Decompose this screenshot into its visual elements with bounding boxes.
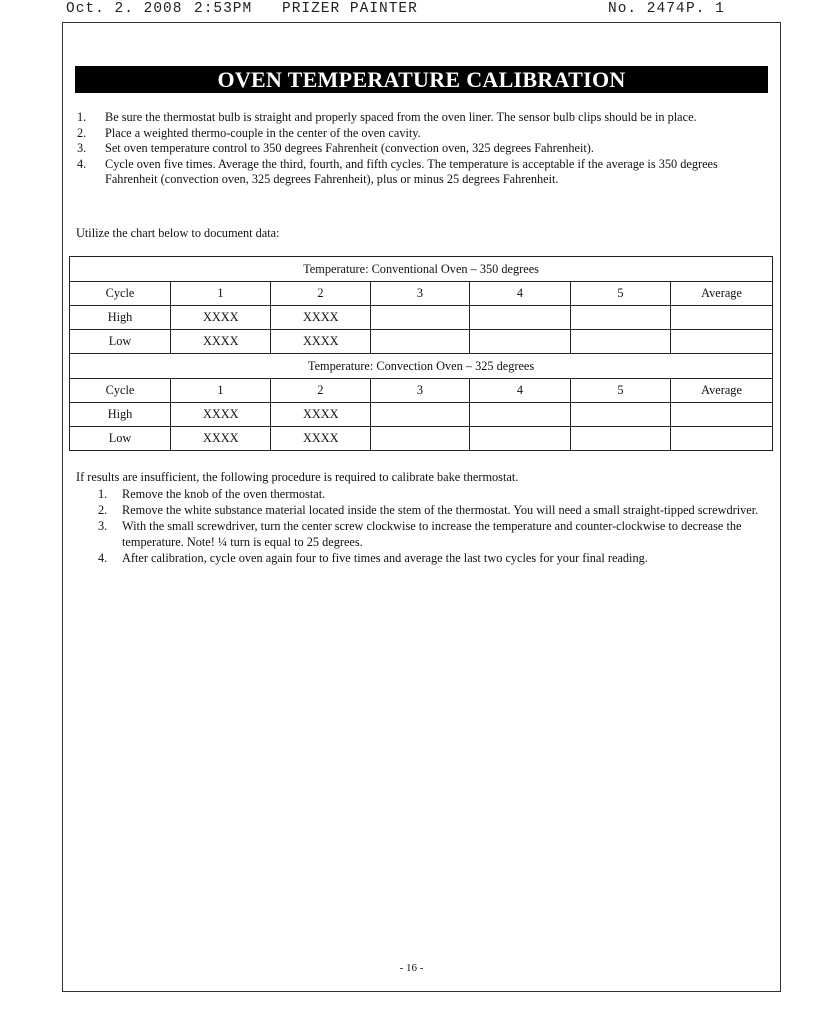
column-header: 5: [571, 282, 671, 306]
fax-number: No. 2474: [608, 1, 686, 17]
step-number: 2.: [77, 125, 87, 140]
step-number: 1.: [98, 487, 108, 501]
step-text: Set oven temperature control to 350 degrees Fahrenheit (convection oven, 325 degrees Fahrenheit).: [105, 141, 594, 155]
step-number: 1.: [77, 110, 87, 124]
calibration-procedure: [98, 486, 770, 566]
insufficient-note: If results are insufficient, the following procedure is required to calibrate bake thermostat.: [76, 470, 519, 484]
column-header: 1: [171, 282, 271, 306]
conventional-oven-header: Temperature: Conventional Oven – 350 degrees: [70, 257, 773, 282]
step-text: With the small screwdriver, turn the center screw clockwise to increase the temperature and counter-clockwise to decrease the temperature. Note! ¼ turn is equal to 25 degrees.: [122, 519, 742, 549]
page-title: OVEN TEMPERATURE CALIBRATION: [75, 66, 768, 93]
step-text: Remove the white substance material located inside the stem of the thermostat. You will need a small straight-tipped screwdriver.: [122, 503, 759, 517]
table-cell[interactable]: [470, 330, 571, 354]
column-header: 3: [371, 379, 470, 403]
step-text: After calibration, cycle oven again four to five times and average the last two cycles for your final reading.: [122, 551, 648, 565]
table-cell[interactable]: [571, 330, 671, 354]
column-header: Cycle: [70, 282, 171, 306]
table-row: [70, 403, 773, 427]
list-item: [98, 502, 770, 518]
chart-instruction: Utilize the chart below to document data:: [76, 226, 280, 240]
table-cell[interactable]: [470, 427, 571, 451]
step-number: 4.: [98, 551, 108, 565]
column-header: 2: [271, 379, 371, 403]
list-item: [77, 126, 769, 142]
table-cell[interactable]: XXXX: [171, 306, 271, 330]
table-cell[interactable]: [371, 403, 470, 427]
step-text: Place a weighted thermo-couple in the center of the oven cavity.: [105, 125, 421, 140]
table-row: [70, 427, 773, 451]
step-number: 3.: [77, 141, 87, 155]
table-cell[interactable]: [371, 330, 470, 354]
convection-oven-header: Temperature: Convection Oven – 325 degrees: [70, 354, 773, 379]
list-item: [98, 486, 770, 502]
table-cell[interactable]: [470, 306, 571, 330]
table-cell[interactable]: [671, 306, 773, 330]
table-cell[interactable]: [371, 306, 470, 330]
row-label: Low: [70, 427, 171, 451]
step-number: 3.: [98, 519, 108, 533]
column-header: Average: [671, 282, 773, 306]
table-row: [70, 257, 773, 282]
list-item: [98, 518, 770, 550]
page-number: - 16 -: [399, 962, 424, 974]
table-cell[interactable]: XXXX: [271, 427, 371, 451]
table-cell[interactable]: XXXX: [171, 403, 271, 427]
table-cell[interactable]: [571, 427, 671, 451]
table-row: [70, 354, 773, 379]
list-item: [98, 550, 770, 566]
list-item: [77, 157, 769, 188]
step-number: 2.: [98, 503, 108, 517]
table-cell[interactable]: [470, 403, 571, 427]
list-item: [77, 110, 769, 126]
table-row: [70, 379, 773, 403]
table-row: [70, 330, 773, 354]
row-label: Low: [70, 330, 171, 354]
column-header: Cycle: [70, 379, 171, 403]
list-item: [77, 141, 769, 157]
column-header: 4: [470, 282, 571, 306]
step-text: Remove the knob of the oven thermostat.: [122, 487, 326, 501]
table-cell[interactable]: [371, 427, 470, 451]
table-cell[interactable]: [671, 403, 773, 427]
row-label: High: [70, 306, 171, 330]
step-number: 4.: [77, 156, 87, 171]
column-header: 5: [571, 379, 671, 403]
fax-header: [66, 1, 766, 21]
table-cell[interactable]: XXXX: [271, 330, 371, 354]
table-cell[interactable]: [571, 306, 671, 330]
step-text: Cycle oven five times. Average the third, fourth, and fifth cycles. The temperature is acceptable if the average is 350 degrees Fahrenheit (convection oven, 325 degrees Fahrenheit), plus or minus 25 degrees Fahrenheit.: [105, 156, 718, 186]
row-label: High: [70, 403, 171, 427]
table-row: [70, 282, 773, 306]
table-cell[interactable]: [671, 330, 773, 354]
column-header: 3: [371, 282, 470, 306]
column-header: Average: [671, 379, 773, 403]
fax-date: Oct. 2. 2008: [66, 1, 183, 17]
column-header: 1: [171, 379, 271, 403]
table-cell[interactable]: XXXX: [171, 330, 271, 354]
column-header: 4: [470, 379, 571, 403]
fax-page: P. 1: [686, 1, 725, 17]
fax-time: 2:53PM: [194, 1, 253, 17]
table-row: [70, 306, 773, 330]
step-text: Be sure the thermostat bulb is straight and properly spaced from the oven liner. The sensor bulb clips should be in place.: [105, 110, 697, 124]
calibration-steps: [77, 110, 769, 188]
table-cell[interactable]: XXXX: [271, 306, 371, 330]
table-cell[interactable]: XXXX: [271, 403, 371, 427]
table-cell[interactable]: [571, 403, 671, 427]
fax-sender: PRIZER PAINTER: [282, 1, 418, 17]
table-cell[interactable]: XXXX: [171, 427, 271, 451]
temperature-table: [69, 256, 773, 451]
table-cell[interactable]: [671, 427, 773, 451]
column-header: 2: [271, 282, 371, 306]
